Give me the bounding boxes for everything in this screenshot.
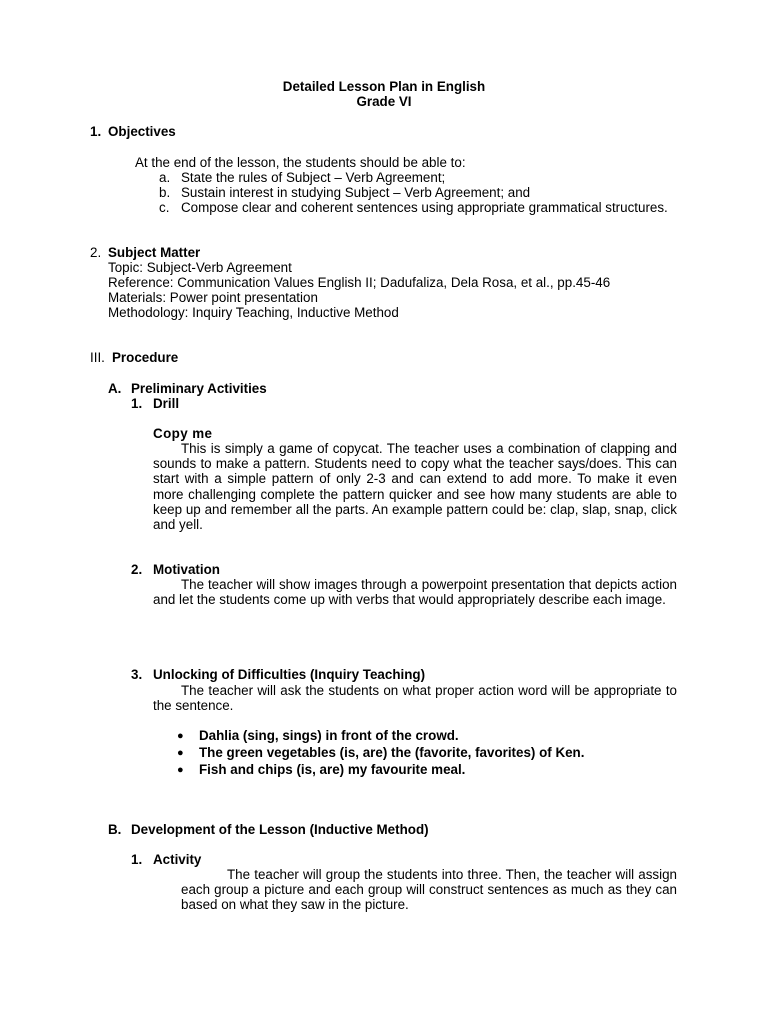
drill-subtitle: Copy me <box>153 426 213 441</box>
unlocking-number: 3. <box>131 667 143 682</box>
subject-matter-heading: Subject Matter <box>108 245 201 260</box>
objectives-heading: Objectives <box>108 124 176 139</box>
bullet-icon: ● <box>177 764 184 776</box>
activity-number: 1. <box>131 852 143 867</box>
example-sentence: Dahlia (sing, sings) in front of the crowd. <box>199 728 459 743</box>
objective-letter: a. <box>159 170 171 185</box>
subject-reference: Reference: Communication Values English II; Dadufaliza, Dela Rosa, et al., pp.45-46 <box>108 275 611 290</box>
document-title: Detailed Lesson Plan in English <box>282 79 486 94</box>
drill-description: This is simply a game of copycat. The teacher uses a combination of clapping and sounds to make a pattern. Students need to copy what the teacher says/does. This can start with a simple pattern of only 2-3 and can extend to add more. To make it even more challenging complete the pattern quicker and see how many students are able to keep up and remember all the parts. An example pattern could be: clap, slap, snap, click and yell. <box>153 441 677 533</box>
drill-title: Drill <box>153 396 180 411</box>
objective-item: Compose clear and coherent sentences using appropriate grammatical structures. <box>181 200 668 215</box>
example-sentence: The green vegetables (is, are) the (favorite, favorites) of Ken. <box>199 745 585 760</box>
activity-description: The teacher will group the students into three. Then, the teacher will assign each group a picture and each group will construct sentences as much as they can based on what they saw in the picture. <box>181 867 677 913</box>
document-grade: Grade VI <box>356 94 412 109</box>
section-b-title: Development of the Lesson (Inductive Method) <box>131 822 429 837</box>
motivation-description: The teacher will show images through a powerpoint presentation that depicts action and let the students come up with verbs that would appropriately describe each image. <box>153 577 677 608</box>
example-sentence: Fish and chips (is, are) my favourite meal. <box>199 762 466 777</box>
bullet-icon: ● <box>177 747 184 759</box>
subject-methodology: Methodology: Inquiry Teaching, Inductive Method <box>108 305 399 320</box>
objective-letter: b. <box>159 185 171 200</box>
unlocking-title: Unlocking of Difficulties (Inquiry Teaching) <box>153 667 426 682</box>
section-b-label: B. <box>108 822 122 837</box>
objective-item: State the rules of Subject – Verb Agreement; <box>181 170 446 185</box>
activity-title: Activity <box>153 852 202 867</box>
subject-materials: Materials: Power point presentation <box>108 290 318 305</box>
subject-matter-number: 2. <box>90 245 102 260</box>
drill-number: 1. <box>131 396 143 411</box>
section-a-label: A. <box>108 381 122 396</box>
section-a-title: Preliminary Activities <box>131 381 267 396</box>
procedure-heading: Procedure <box>112 350 179 365</box>
procedure-number: III. <box>90 350 105 365</box>
motivation-title: Motivation <box>153 562 220 577</box>
bullet-icon: ● <box>177 730 184 742</box>
objective-item: Sustain interest in studying Subject – Verb Agreement; and <box>181 185 531 200</box>
objective-letter: c. <box>159 200 170 215</box>
motivation-number: 2. <box>131 562 143 577</box>
objectives-number: 1. <box>90 124 102 139</box>
unlocking-description: The teacher will ask the students on what proper action word will be appropriate to the sentence. <box>153 683 677 714</box>
subject-topic: Topic: Subject-Verb Agreement <box>108 260 292 275</box>
objectives-intro: At the end of the lesson, the students should be able to: <box>135 155 466 170</box>
